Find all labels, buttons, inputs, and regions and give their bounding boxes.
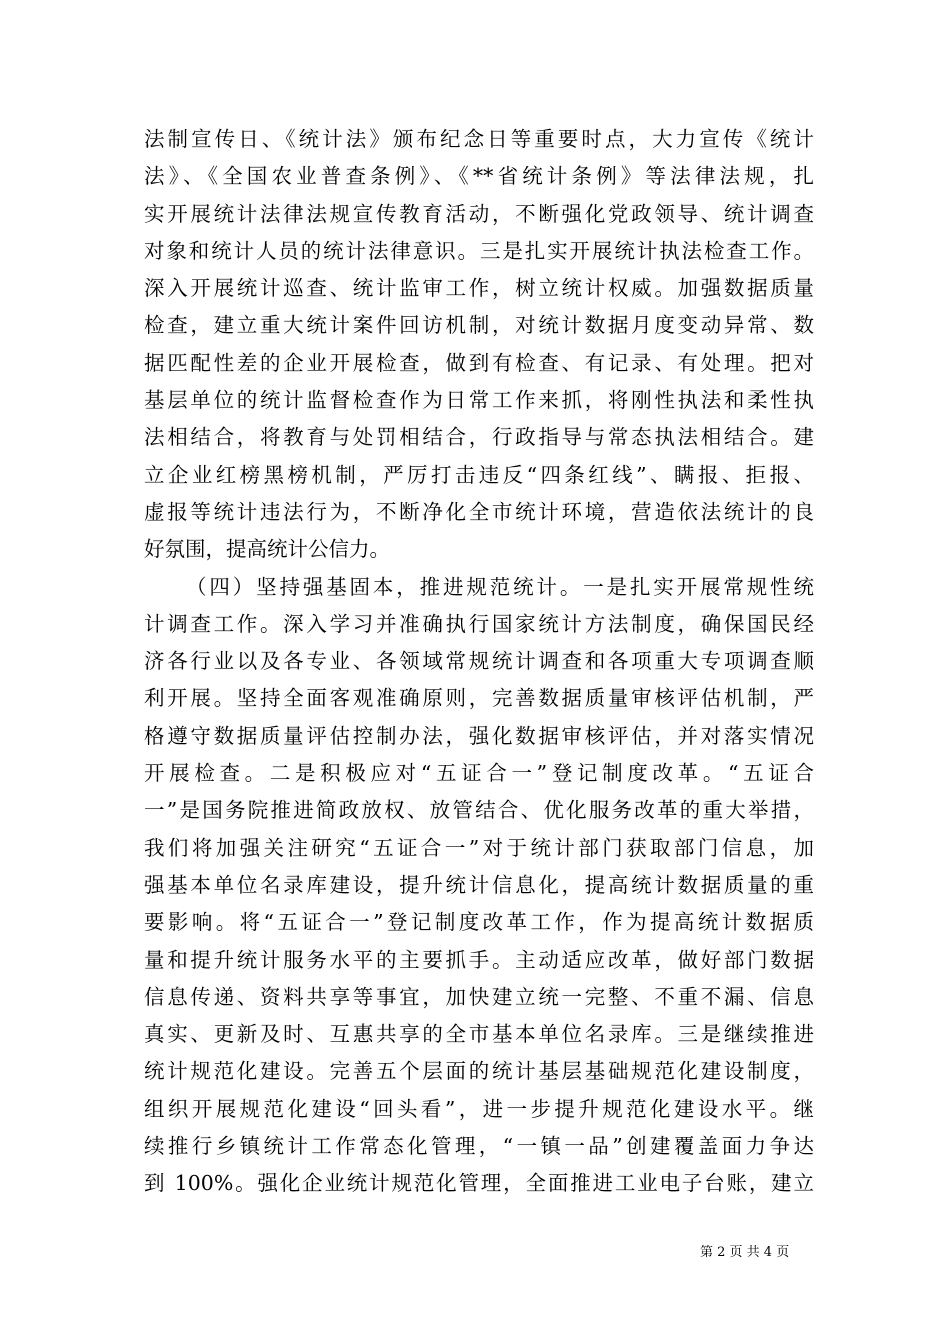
page-number-footer: 第 2 页 共 4 页 <box>700 1245 790 1260</box>
text-line: 信息传递、资料共享等事宜，加快建立统一完整、不重不漏、信息 <box>144 984 814 1009</box>
text-line: 法》、《全国农业普查条例》、《**省统计条例》等法律法规，扎 <box>144 164 814 189</box>
text-line: 基层单位的统计监督检查作为日常工作来抓，将刚性执法和柔性执 <box>144 388 814 413</box>
text-line: 开展检查。二是积极应对“五证合一”登记制度改革。“五证合 <box>144 761 814 786</box>
text-line: 一”是国务院推进简政放权、放管结合、优化服务改革的重大举措， <box>144 798 814 823</box>
text-line: 实开展统计法律法规宣传教育活动，不断强化党政领导、统计调查 <box>144 201 814 226</box>
text-line: 到 100%。强化企业统计规范化管理，全面推进工业电子台账，建立 <box>144 1171 814 1196</box>
text-line: 统计规范化建设。完善五个层面的统计基层基础规范化建设制度， <box>144 1059 814 1084</box>
section-heading-line: （四）坚持强基固本，推进规范统计。一是扎实开展常规性统 <box>186 574 814 599</box>
text-line: 对象和统计人员的统计法律意识。三是扎实开展统计执法检查工作。 <box>144 238 814 263</box>
text-line: 要影响。将“五证合一”登记制度改革工作，作为提高统计数据质 <box>144 910 814 935</box>
text-line: 深入开展统计巡查、统计监审工作，树立统计权威。加强数据质量 <box>144 276 814 301</box>
text-line: 强基本单位名录库建设，提升统计信息化，提高统计数据质量的重 <box>144 872 814 897</box>
text-line: 立企业红榜黑榜机制，严厉打击违反“四条红线”、瞒报、拒报、 <box>144 462 814 487</box>
text-line: 法相结合，将教育与处罚相结合，行政指导与常态执法相结合。建 <box>144 425 814 450</box>
text-line: 我们将加强关注研究“五证合一”对于统计部门获取部门信息，加 <box>144 835 814 860</box>
text-line: 组织开展规范化建设“回头看”，进一步提升规范化建设水平。继 <box>144 1096 814 1121</box>
text-line: 格遵守数据质量评估控制办法，强化数据审核评估，并对落实情况 <box>144 723 814 748</box>
text-line: 据匹配性差的企业开展检查，做到有检查、有记录、有处理。把对 <box>144 350 814 375</box>
text-line: 虚报等统计违法行为，不断净化全市统计环境，营造依法统计的良 <box>144 499 814 524</box>
text-line: 真实、更新及时、互惠共享的全市基本单位名录库。三是继续推进 <box>144 1022 814 1047</box>
text-line: 检查，建立重大统计案件回访机制，对统计数据月度变动异常、数 <box>144 313 814 338</box>
text-line: 好氛围，提高统计公信力。 <box>144 537 390 562</box>
text-line: 量和提升统计服务水平的主要抓手。主动适应改革，做好部门数据 <box>144 947 814 972</box>
text-line: 续推行乡镇统计工作常态化管理，“一镇一品”创建覆盖面力争达 <box>144 1134 814 1159</box>
text-line: 计调查工作。深入学习并准确执行国家统计方法制度，确保国民经 <box>144 611 814 636</box>
text-line: 法制宣传日、《统计法》颁布纪念日等重要时点，大力宣传《统计 <box>144 127 814 151</box>
body-text <box>144 121 814 1203</box>
text-line: 济各行业以及各专业、各领域常规统计调查和各项重大专项调查顺 <box>144 649 814 674</box>
text-line: 利开展。坚持全面客观准确原则，完善数据质量审核评估机制，严 <box>144 686 814 711</box>
